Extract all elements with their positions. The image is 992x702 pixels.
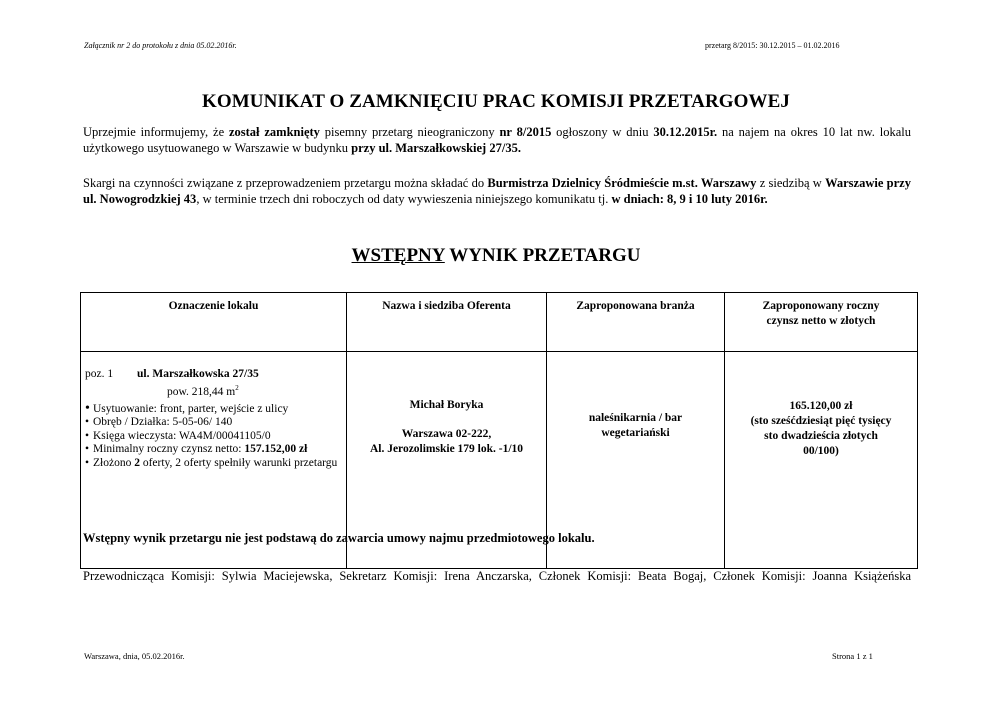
bidder-street: Al. Jerozolimskie 179 lok. -1/10 [369, 443, 524, 455]
complaints-paragraph [83, 175, 911, 207]
section-title-rest: WYNIK PRZETARGU [444, 245, 641, 266]
list-item [85, 400, 346, 417]
area-unit-superscript: 2 [235, 383, 239, 392]
section-title [0, 245, 992, 267]
land-register-detail: Księga wieczysta: WA4M/00041105/0 [93, 429, 271, 442]
intro-paragraph [83, 124, 911, 156]
complaints-text-1: Skargi na czynności związane z przeprowadzeniem przetargu można składać do [83, 176, 488, 190]
minimum-rent-value: 157.152,00 zł [244, 443, 308, 456]
bullet-icon: • [85, 429, 90, 442]
bidder-city: Warszawa 02-222, [401, 428, 492, 440]
list-item [85, 457, 346, 471]
intro-address: przy ul. Marszałkowskiej 27/35. [351, 141, 521, 155]
bullet-icon: • [85, 400, 90, 416]
complaints-text-3: , w terminie trzech dni roboczych od daty wywieszenia niniejszego komunikatu tj. [196, 192, 612, 206]
disclaimer-note: Wstępny wynik przetargu nie jest podstawą do zawarcia umowy najmu przedmiotowego lokalu. [83, 531, 595, 545]
complaints-dates: w dniach: 8, 9 i 10 luty 2016r. [611, 192, 768, 206]
branch-line-1: naleśnikarnia / bar [588, 412, 683, 424]
bullet-icon: • [85, 456, 90, 469]
intro-date: 30.12.2015r. [653, 125, 718, 139]
list-item [85, 430, 346, 444]
branch-line-2: wegetariański [601, 427, 670, 439]
rent-words-1: (sto sześćdziesiąt pięć tysięcy [750, 415, 892, 427]
committee-members: Przewodnicząca Komisji: Sylwia Maciejewska, Sekretarz Komisji: Irena Anczarska, Członek Komisji: Beata Bogaj, Członek Komisji: Joanna Książeńska [83, 569, 911, 583]
header-bidder: Nazwa i siedziba Oferenta [347, 293, 547, 352]
plot-detail: Obręb / Działka: 5-05-06/ 140 [93, 416, 233, 429]
rent-words-3: 00/100) [803, 445, 839, 457]
header-tender-dates: przetarg 8/2015: 30.12.2015 – 01.02.2016 [705, 41, 840, 50]
premises-area [85, 382, 346, 399]
offers-count: 2 [134, 456, 140, 469]
bullet-icon: • [85, 443, 90, 456]
rent-cell [725, 352, 918, 569]
section-title-underlined: WSTĘPNY [351, 245, 445, 266]
intro-text-1: Uprzejmie informujemy, że [83, 125, 229, 139]
bidder-name: Michał Boryka [409, 399, 484, 411]
intro-closed: został zamknięty [228, 125, 320, 139]
table-header-row [81, 293, 918, 352]
offers-text-1: Złożono [93, 456, 135, 469]
rent-words-2: sto dwadzieścia złotych [764, 430, 878, 442]
document-title: KOMUNIKAT O ZAMKNIĘCIU PRAC KOMISJI PRZETARGOWEJ [201, 91, 791, 112]
header-premises: Oznaczenie lokalu [81, 293, 347, 352]
complaints-authority: Burmistrza Dzielnicy Śródmieście m.st. Warszawy [487, 176, 757, 190]
location-detail: Usytuowanie: front, parter, wejście z ulicy [93, 402, 289, 415]
bullet-icon: • [85, 416, 90, 429]
spacer [347, 413, 546, 427]
complaints-address: Warszawie przy ul. Nowogrodzkiej 43 [83, 176, 911, 206]
list-item [85, 416, 346, 430]
header-branch: Zaproponowana branża [547, 293, 725, 352]
premises-details-list [85, 400, 346, 471]
intro-tender-number: nr 8/2015 [499, 125, 552, 139]
header-annex-note: Załącznik nr 2 do protokołu z dnia 05.02.2016r. [84, 41, 237, 50]
intro-text-3: ogłoszony w dniu [551, 125, 654, 139]
list-item [85, 443, 346, 457]
intro-text-4: na najem na okres 10 lat nw. lokalu użytkowego usytuowanego w Warszawie w budynku [83, 125, 911, 155]
position-line [85, 368, 346, 382]
footer-page-number: Strona 1 z 1 [832, 651, 873, 661]
premises-street: ul. Marszałkowska 27/35 [137, 368, 259, 380]
header-rent-label: Zaproponowany roczny czynsz netto w złotych [762, 300, 880, 327]
results-table [80, 292, 918, 569]
footer-place-date: Warszawa, dnia, 05.02.2016r. [84, 651, 185, 661]
intro-text-2: pisemny przetarg nieograniczony [319, 125, 500, 139]
header-rent [725, 293, 918, 352]
rent-amount: 165.120,00 zł [789, 400, 853, 412]
minimum-rent-label: Minimalny roczny czynsz netto: [93, 443, 245, 456]
position-number: poz. 1 [85, 368, 114, 380]
offers-text-2: oferty, 2 oferty spełniły warunki przetargu [139, 456, 338, 469]
premises-area-value: pow. 218,44 m [167, 385, 236, 398]
complaints-text-2: z siedzibą w [756, 176, 826, 190]
